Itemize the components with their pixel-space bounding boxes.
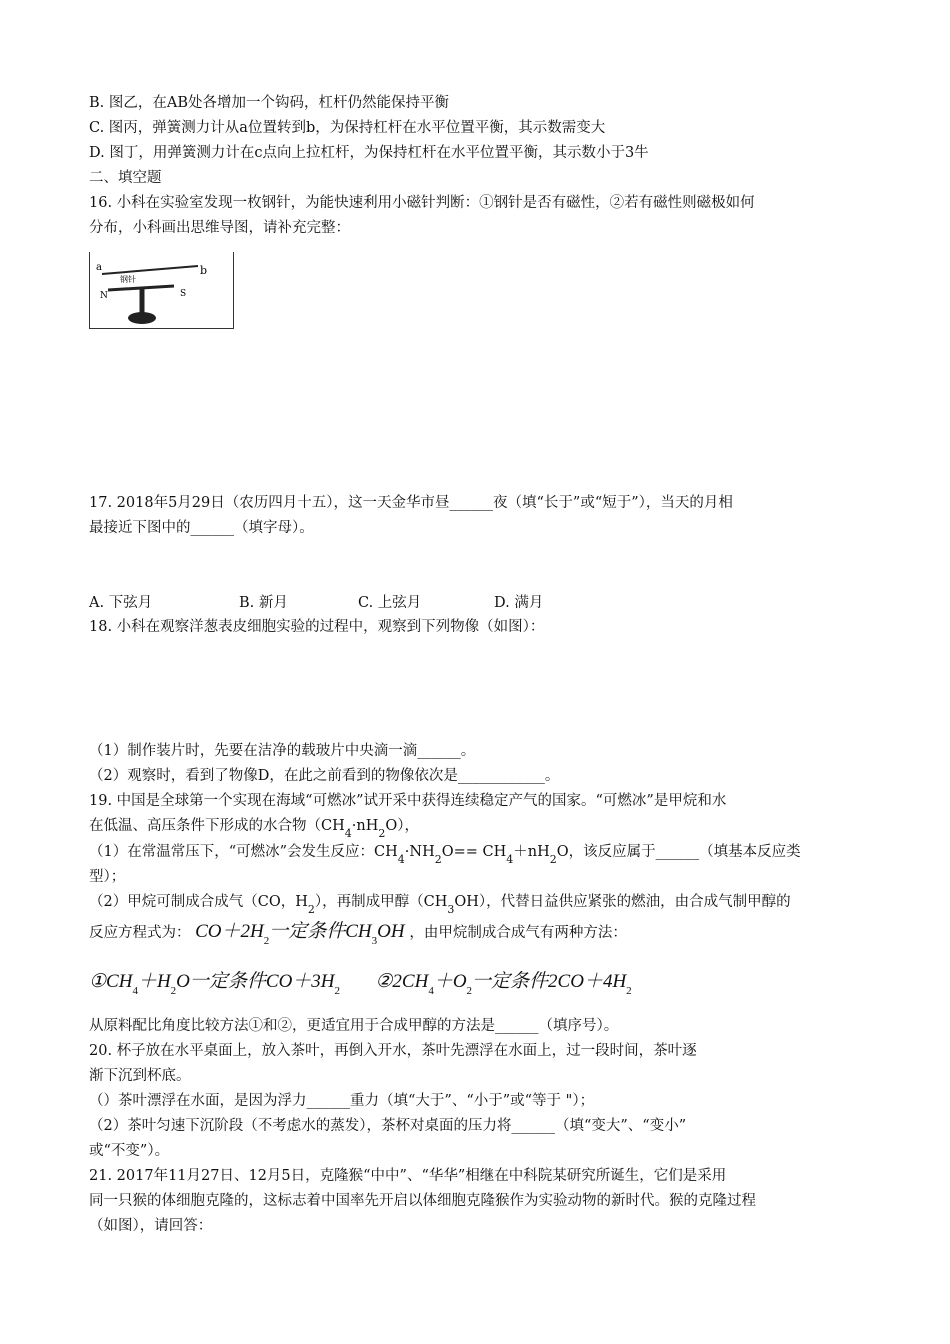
- label-b: b: [200, 264, 208, 277]
- option-c-line: C. 图丙，弹簧测力计从a位置转到b，为保持杠杆在水平位置平衡，其示数需变大: [89, 120, 606, 136]
- method-1-equation: $①CH_4+H_2O$一定条件$CO+3H_2$: [89, 971, 341, 997]
- needle-diagram: [90, 252, 233, 328]
- question-16-line-1: 16. 小科在实验室发现一枚钢针，为能快速利用小磁针判断：①钢针是否有磁性，②若有磁性则磁极如何: [89, 195, 755, 211]
- methanol-equation: $CO+2H_2$一定条件$CH_3OH$: [195, 921, 405, 947]
- question-16-line-2: 分布，小科画出思维导图，请补充完整：: [89, 220, 350, 236]
- question-17-line-1: 17. 2018年5月29日（农历四月十五），这一天金华市昼______夜（填“长于”或“短于”），当天的月相: [89, 495, 733, 511]
- question-19-part-1: （1）在常温常压下，“可燃冰”会发生反应：$CH_4\cdot NH_2O== CH_4+nH_2O$，该反应属于______（填基本反应类: [89, 844, 801, 866]
- moon-option-b: B. 新月: [239, 595, 288, 611]
- question-20-part-2-end: 或“不变”）。: [89, 1143, 170, 1159]
- question-19-line-2: 在低温、高压条件下形成的水合物$(CH_4\cdot nH_2O)$，: [89, 818, 419, 840]
- needle-stand-base: [128, 312, 156, 324]
- label-n: N: [100, 291, 108, 301]
- question-18-part-2: （2）观察时，看到了物像D，在此之前看到的物像依次是____________。: [89, 768, 560, 784]
- steel-needle-bar: [102, 266, 198, 274]
- question-19-part-3: 从原料配比角度比较方法①和②，更适宜用于合成甲醇的方法是______（填序号）。: [89, 1018, 619, 1034]
- question-19-methods-line: [89, 971, 632, 997]
- option-d-line: D. 图丁，用弹簧测力计在c点向上拉杠杆，为保持杠杆在水平位置平衡，其示数小于3牛: [89, 145, 649, 161]
- question-19-part-1-end: 型）；: [89, 869, 126, 885]
- magnet-needle-figure: [89, 252, 234, 329]
- method-2-equation: $②2CH_4+O_2$一定条件$2CO+4H_2$: [375, 971, 632, 997]
- question-17-line-2: 最接近下图中的______（填字母）。: [89, 520, 314, 536]
- question-21-line-3: （如图），请回答：: [89, 1218, 213, 1234]
- question-18-part-1: （1）制作装片时，先要在洁净的载玻片中央滴一滴______。: [89, 743, 476, 759]
- question-19-line-1: 19. 中国是全球第一个实现在海域“可燃冰”试开采中获得连续稳定产气的国家。“可燃冰”是甲烷和水: [89, 793, 727, 809]
- label-needle: 钢针: [120, 275, 136, 284]
- question-18-line: 18. 小科在观察洋葱表皮细胞实验的过程中，观察到下列物像（如图）：: [89, 619, 545, 635]
- question-19-equation-line: 反应方程式为： $CO+2H_2$一定条件$CH_3OH$ ，由甲烷制成合成气有两种方法：: [89, 921, 627, 947]
- section-heading: 二、填空题: [89, 170, 162, 186]
- label-a: a: [96, 262, 102, 273]
- question-20-part-2: （2）茶叶匀速下沉阶段（不考虑水的蒸发），茶杯对桌面的压力将______（填“变大”、“变小”: [89, 1118, 687, 1134]
- moon-option-c: C. 上弦月: [358, 595, 422, 611]
- question-21-line-1: 21. 2017年11月27日、12月5日，克隆猴“中中”、“华华”相继在中科院某研究所诞生，它们是采用: [89, 1168, 727, 1184]
- label-s: S: [180, 289, 187, 299]
- option-b-line: B. 图乙，在AB处各增加一个钩码，杠杆仍然能保持平衡: [89, 95, 449, 111]
- question-20-part-1: （）茶叶漂浮在水面，是因为浮力______重力（填“大于”、“小于”或“等于 "）；: [89, 1093, 595, 1109]
- moon-option-d: D. 满月: [494, 595, 544, 611]
- question-19-part-2: （2）甲烷可制成合成气（CO，$H_2$），再制成甲醇$(CH_3OH)$，代替日益供应紧张的燃油，由合成气制甲醇的: [89, 894, 791, 916]
- question-20-line-1: 20. 杯子放在水平桌面上，放入茶叶，再倒入开水，茶叶先漂浮在水面上，过一段时间，茶叶逐: [89, 1043, 697, 1059]
- question-20-line-2: 渐下沉到杯底。: [89, 1068, 191, 1084]
- question-21-line-2: 同一只猴的体细胞克隆的，这标志着中国率先开启以体细胞克隆猴作为实验动物的新时代。猴的克隆过程: [89, 1193, 756, 1209]
- moon-option-a: A. 下弦月: [89, 595, 153, 611]
